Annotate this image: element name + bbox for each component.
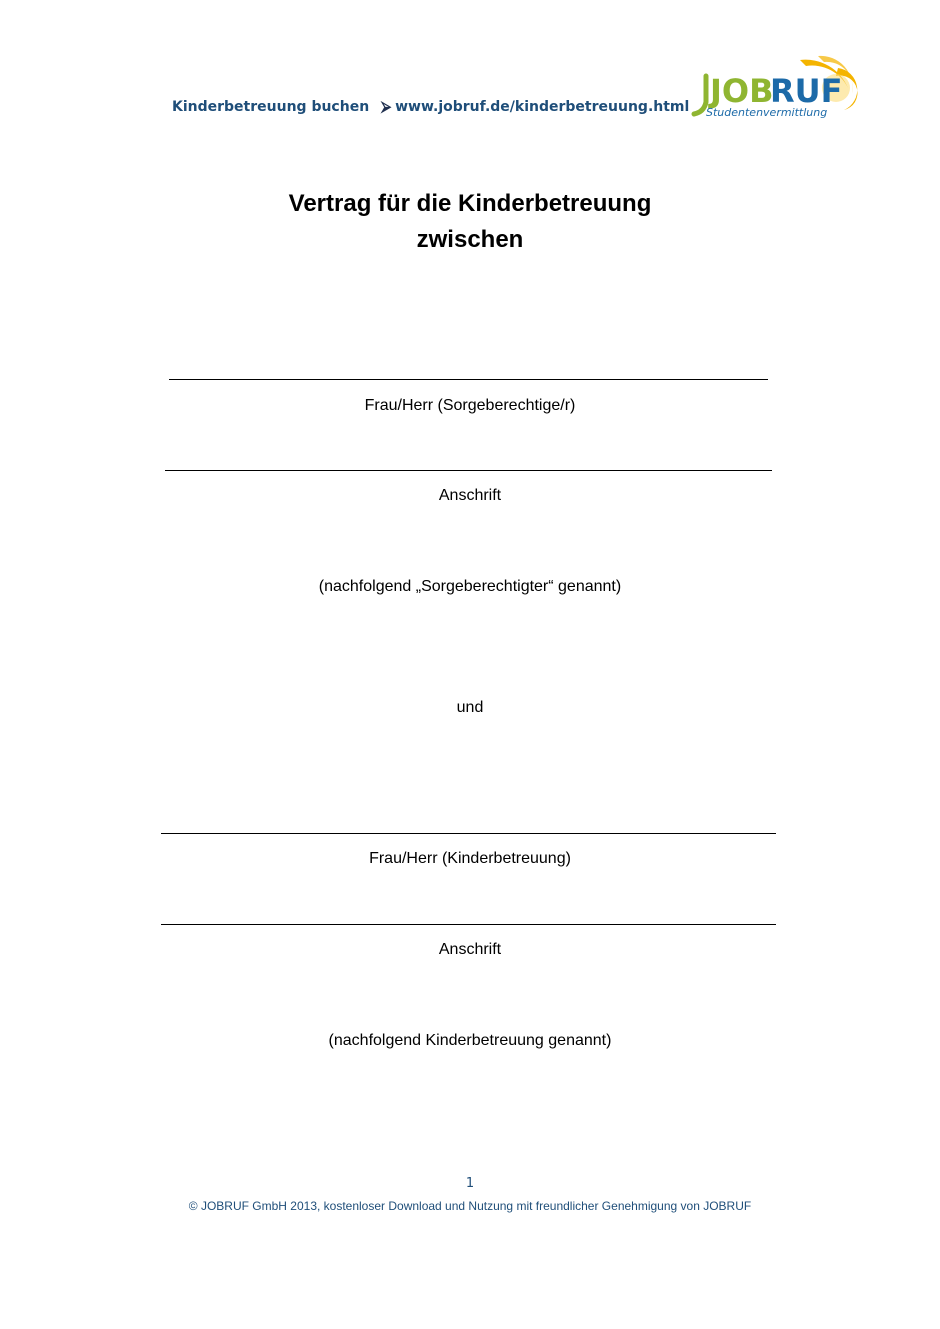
jobruf-logo [688,50,858,122]
logo-text-ruf: RUF [770,72,843,110]
party1-name-label: Frau/Herr (Sorgeberechtige/r) [364,397,576,414]
party1-address-label: Anschrift [438,487,502,504]
header-url[interactable]: www.jobruf.de/kinderbetreuung.html [395,99,690,115]
signature-line-party2-name [161,833,776,834]
logo-tagline: Studentenvermittlung [706,106,828,119]
signature-line-party2-address [161,924,776,925]
page-number: 1 [465,1176,475,1191]
logo-text-job: JOB [710,72,774,110]
party2-address-label: Anschrift [438,941,502,958]
jobruf-logo-graphic [688,50,858,122]
header-left-text: Kinderbetreuung buchen [172,99,370,115]
party1-designation: (nachfolgend „Sorgeberechtigter“ genannt) [318,578,622,595]
signature-line-party1-name [169,379,768,380]
document-title-subline: zwischen [416,226,524,253]
header-link[interactable] [172,99,689,115]
arrow-right-icon: ⮚ [381,99,392,115]
party2-name-label: Frau/Herr (Kinderbetreuung) [369,850,571,867]
footer-copyright: © JOBRUF GmbH 2013, kostenloser Download und Nutzung mit freundlicher Genehmigung von JOBRUF [188,1199,752,1213]
conjunction-text: und [456,699,484,716]
party2-designation: (nachfolgend Kinderbetreuung genannt) [328,1032,612,1049]
signature-line-party1-address [165,470,772,471]
document-title: Vertrag für die Kinderbetreuung [288,190,652,217]
